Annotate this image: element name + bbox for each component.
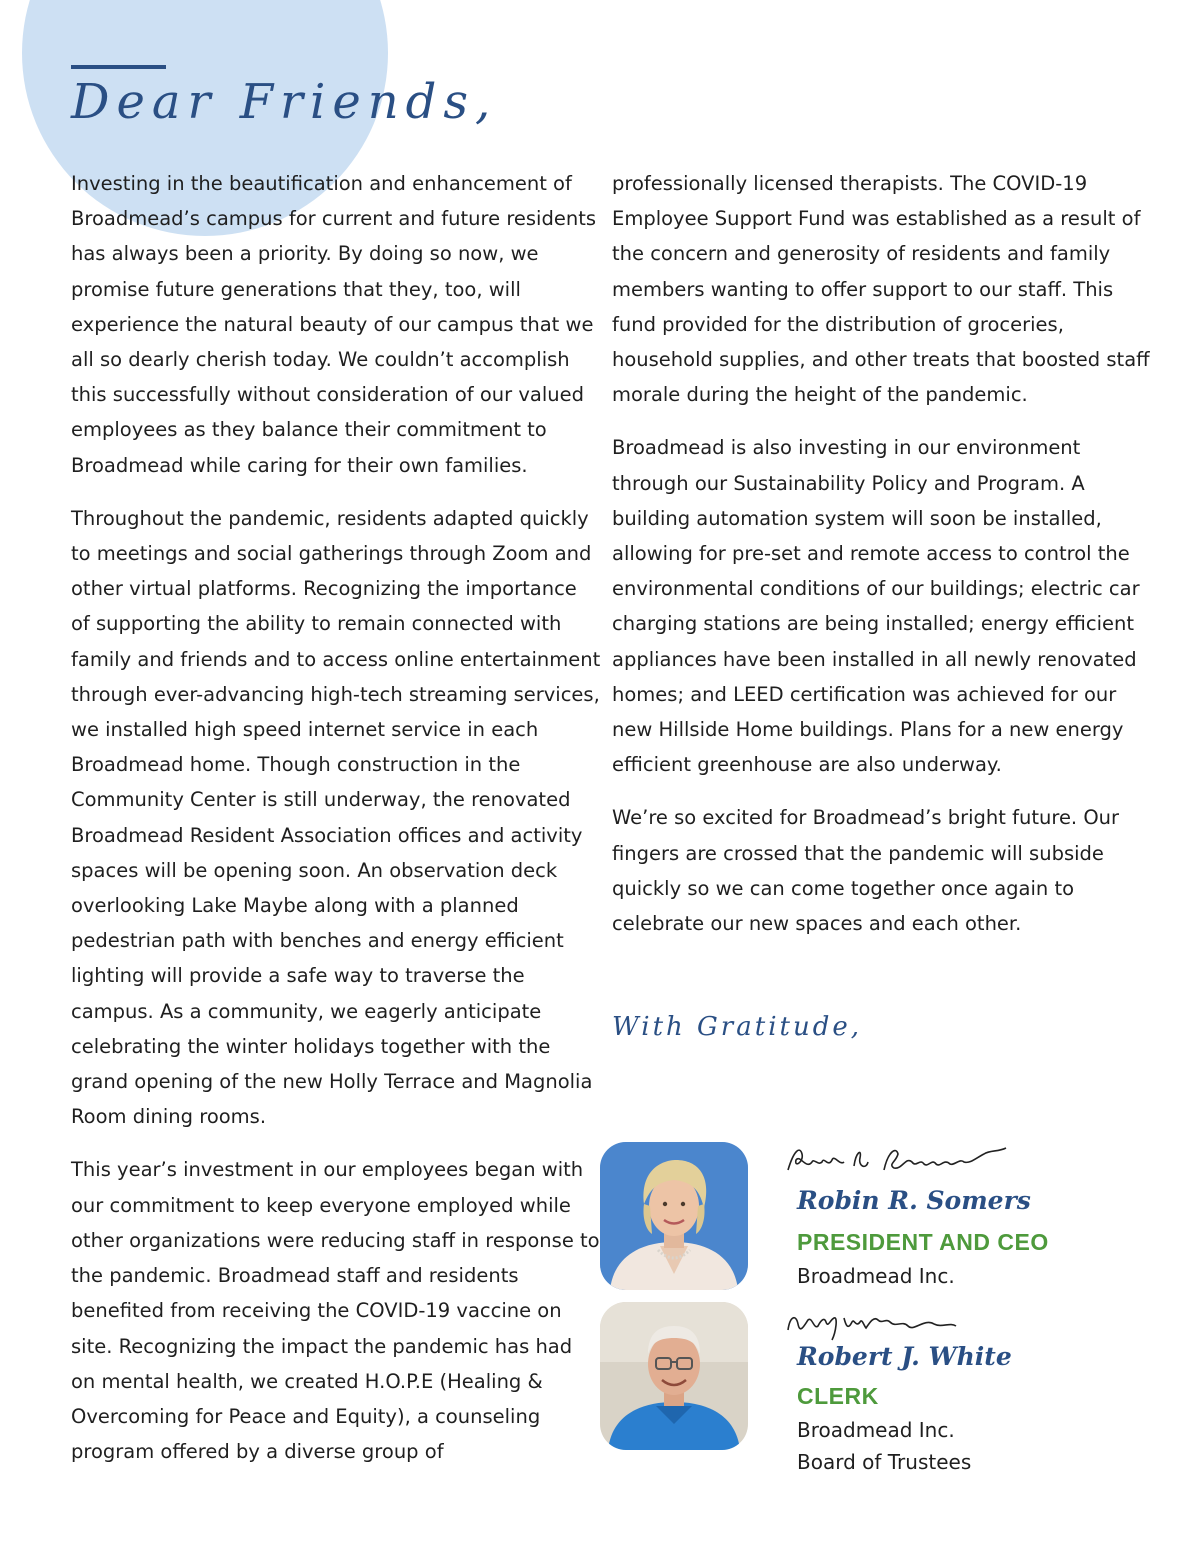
letter-paragraph: This year’s investment in our employees began with our commitment to keep everyone employed while other organizations were reducing staff in response to the pandemic. Broadmead staff and residents benefited from receiving the COVID-19 vaccine on site. Recognizing the impact the pandemic has had on mental health, we created H.O.P.E (Healing & Overcoming for Peace and Equity), a counseling program offered by a diverse group of — [71, 1158, 600, 1464]
signatory-organization: Broadmead Inc. — [797, 1264, 955, 1288]
signature-robert-white — [784, 1306, 1024, 1346]
letter-paragraph: We’re so excited for Broadmead’s bright future. Our fingers are crossed that the pandemic will subside quickly so we can come together once again to celebrate our new spaces and each other. — [612, 806, 1120, 936]
portrait-photo-robert-white — [600, 1302, 748, 1450]
letter-left-column — [71, 166, 601, 1487]
letter-paragraph: Investing in the beautification and enhancement of Broadmead’s campus for current and future residents has always been a priority. By doing so now, we promise future generations that they, too, will experience the natural beauty of our campus that we all so dearly cherish today. We couldn’t accomplish this successfully without consideration of our valued employees as they balance their commitment to Broadmead while caring for their own families. — [71, 172, 597, 477]
signatory-name: Robin R. Somers — [797, 1186, 1031, 1215]
heading-rule — [71, 65, 166, 69]
signature-robin-somers — [784, 1140, 1024, 1180]
signatory-organization-line: Board of Trustees — [797, 1450, 972, 1474]
signatory-title: CLERK — [797, 1383, 879, 1409]
letter-paragraph: Broadmead is also investing in our environment through our Sustainability Policy and Program. A building automation system will soon be installed, allowing for pre-set and remote access to control the environmental conditions of our buildings; electric car charging stations are being installed; energy efficient appliances have been installed in all newly renovated homes; and LEED certification was achieved for our new Hillside Home buildings. Plans for a new energy efficient greenhouse are also underway. — [612, 436, 1140, 777]
letter-paragraph: Throughout the pandemic, residents adapted quickly to meetings and social gatherings through Zoom and other virtual platforms. Recognizing the importance of supporting the ability to remain connected with family and friends and to access online entertainment through ever-advancing high-tech streaming services, we installed high speed internet service in each Broadmead home. Though construction in the Community Center is still underway, the renovated Broadmead Resident Association offices and activity spaces will be opening soon. An observation deck overlooking Lake Maybe along with a planned pedestrian path with benches and energy efficient lighting will provide a safe way to traverse the campus. As a community, we eagerly anticipate celebrating the winter holidays together with the grand opening of the new Holly Terrace and Magnolia Room dining rooms. — [71, 506, 601, 1129]
signatory-name: Robert J. White — [797, 1342, 1012, 1371]
letter-right-column — [612, 166, 1152, 959]
letter-paragraph: professionally licensed therapists. The COVID-19 Employee Support Fund was established as a result of the concern and generosity of residents and family members wanting to offer support to our staff. This fund provided for the distribution of groceries, household supplies, and other treats that boosted staff morale during the height of the pandemic. — [612, 172, 1150, 407]
letter-closing: With Gratitude, — [612, 1012, 862, 1042]
letter-greeting: Dear Friends, — [71, 74, 498, 130]
signatory-organization: Broadmead Inc. — [797, 1418, 955, 1442]
signatory-title: PRESIDENT AND CEO — [797, 1229, 1049, 1255]
portrait-photo-robin-somers — [600, 1142, 748, 1290]
